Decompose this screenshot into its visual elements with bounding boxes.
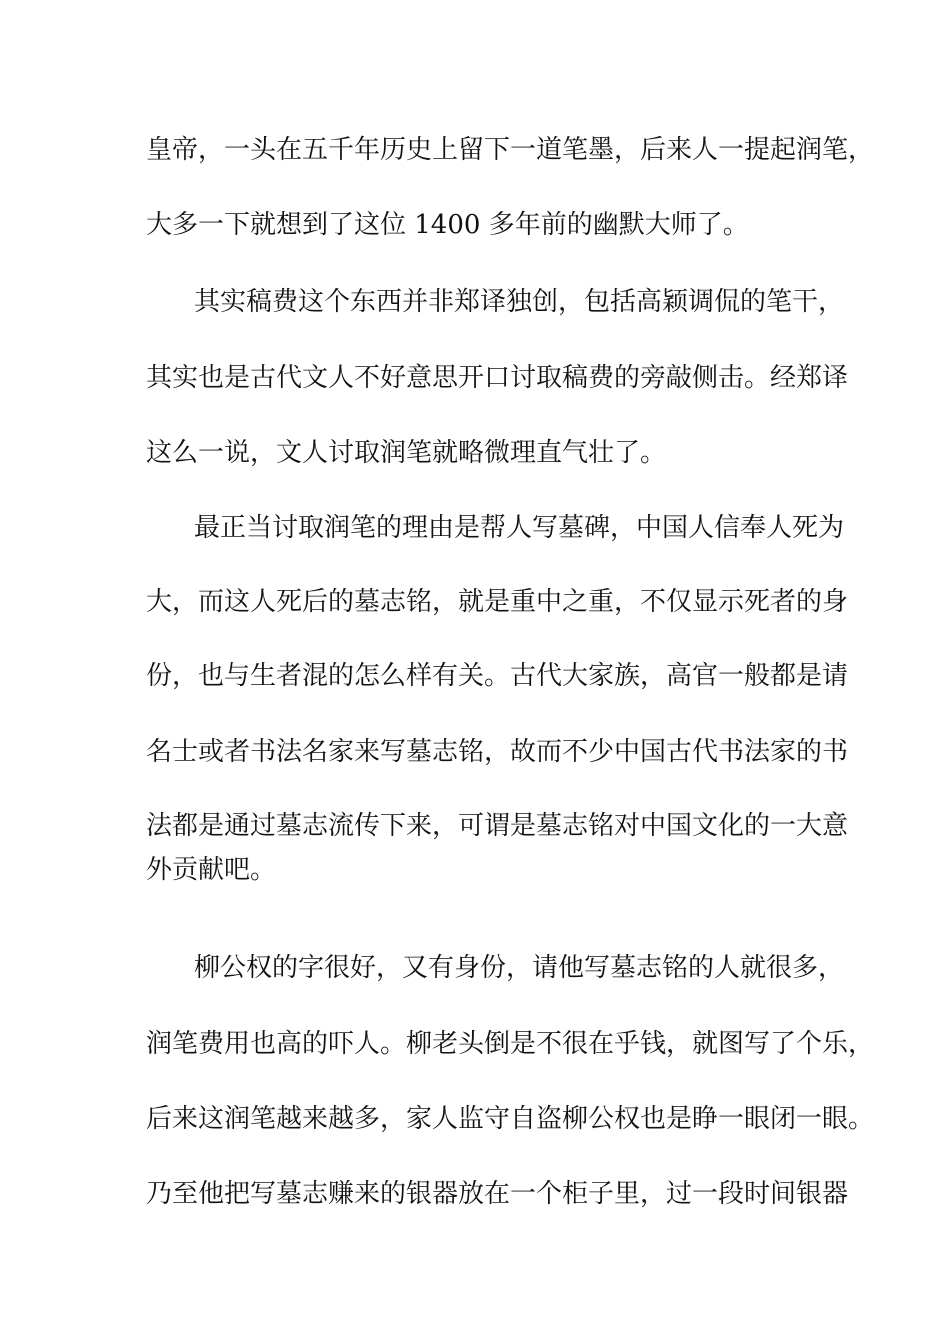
text-line: 份，也与生者混的怎么样有关。古代大家族，高官一般都是请	[146, 661, 849, 691]
text-line: 大多一下就想到了这位 1400 多年前的幽默大师了。	[146, 210, 749, 240]
text-line: 法都是通过墓志流传下来，可谓是墓志铭对中国文化的一大意	[146, 811, 849, 841]
paragraph-first-line: 柳公权的字很好，又有身份，请他写墓志铭的人就很多，	[194, 953, 845, 983]
text-line: 大，而这人死后的墓志铭，就是重中之重，不仅显示死者的身	[146, 587, 849, 617]
paragraph-first-line: 最正当讨取润笔的理由是帮人写墓碑，中国人信奉人死为	[194, 513, 845, 543]
text-line: 其实也是古代文人不好意思开口讨取稿费的旁敲侧击。经郑译	[146, 363, 849, 393]
text-line: 名士或者书法名家来写墓志铭，故而不少中国古代书法家的书	[146, 737, 849, 767]
paragraph-first-line: 其实稿费这个东西并非郑译独创，包括高颖调侃的笔干，	[194, 287, 845, 317]
text-line: 这么一说，文人讨取润笔就略微理直气壮了。	[146, 438, 667, 468]
text-line: 皇帝，一头在五千年历史上留下一道笔墨，后来人一提起润笔，	[146, 135, 875, 165]
text-line: 润笔费用也高的吓人。柳老头倒是不很在乎钱，就图写了个乐，	[146, 1029, 875, 1059]
text-line: 乃至他把写墓志赚来的银器放在一个柜子里，过一段时间银器	[146, 1179, 849, 1209]
text-line: 后来这润笔越来越多，家人监守自盗柳公权也是睁一眼闭一眼。	[146, 1104, 875, 1134]
text-line: 外贡献吧。	[146, 855, 277, 885]
